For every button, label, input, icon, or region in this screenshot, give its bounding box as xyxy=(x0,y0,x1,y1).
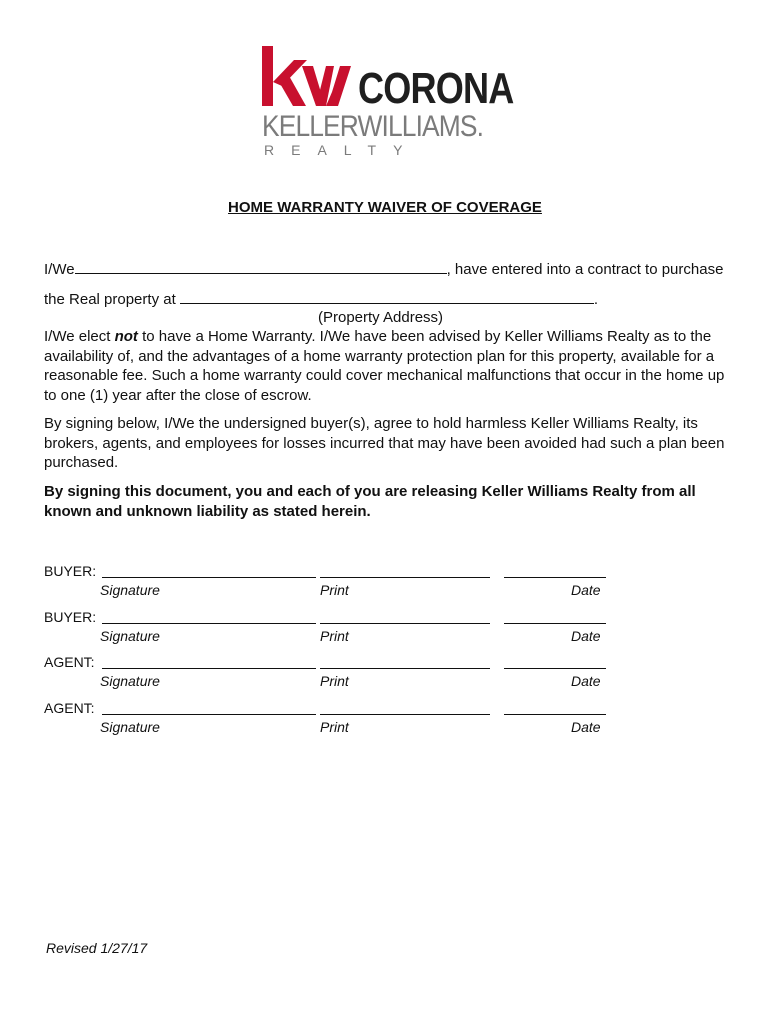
print-line[interactable] xyxy=(320,623,490,624)
logo-company-text: KELLERWILLIAMS. xyxy=(262,110,484,143)
signature-caption: Signature xyxy=(100,673,160,689)
print-caption: Print xyxy=(320,582,349,598)
signature-role: AGENT: xyxy=(44,700,95,716)
date-caption: Date xyxy=(571,582,601,598)
signature-role: AGENT: xyxy=(44,654,95,670)
property-address-blank[interactable] xyxy=(180,289,594,304)
signature-line[interactable] xyxy=(102,577,316,578)
date-caption: Date xyxy=(571,673,601,689)
iwe-label: I/We xyxy=(44,261,75,278)
signature-role: BUYER: xyxy=(44,609,97,625)
date-caption: Date xyxy=(571,719,601,735)
signature-line[interactable] xyxy=(102,623,316,624)
paragraph1-before: I/We elect xyxy=(44,328,115,345)
property-address-line xyxy=(44,289,598,308)
keller-williams-logo xyxy=(258,44,520,164)
print-line[interactable] xyxy=(320,714,490,715)
logo-brand-text: CORONA xyxy=(358,64,514,113)
kw-logo-mark xyxy=(258,44,356,108)
paragraph1-emphasis: not xyxy=(114,328,138,345)
date-caption: Date xyxy=(571,628,601,644)
date-line[interactable] xyxy=(504,668,606,669)
property-suffix: . xyxy=(593,291,599,308)
contract-text: , have entered into a contract to purchase xyxy=(446,261,724,278)
property-address-caption: (Property Address) xyxy=(318,309,444,326)
signature-caption: Signature xyxy=(100,628,160,644)
date-line[interactable] xyxy=(504,714,606,715)
print-line[interactable] xyxy=(320,668,490,669)
property-prefix: the Real property at xyxy=(44,291,176,308)
paragraph1-after: to have a Home Warranty. I/We have been advised by Keller Williams Realty as to the availability of, and the advantages of a home warranty protection plan for this property, available for a reasonable fee. Such a home warranty could cover mechanical malfunctions that occur in the home up to one (1) year after the close of escrow. xyxy=(44,328,725,404)
signature-line[interactable] xyxy=(102,714,316,715)
print-caption: Print xyxy=(320,628,349,644)
date-line[interactable] xyxy=(504,577,606,578)
buyer-name-blank[interactable] xyxy=(75,259,447,274)
signature-caption: Signature xyxy=(100,719,160,735)
waiver-paragraph xyxy=(44,327,734,405)
signature-role: BUYER: xyxy=(44,563,97,579)
buyer-name-line xyxy=(44,259,723,278)
revision-date: Revised 1/27/17 xyxy=(46,940,148,956)
print-caption: Print xyxy=(320,673,349,689)
release-paragraph: By signing this document, you and each of you are releasing Keller Williams Realty from all known and unknown liability as stated herein. xyxy=(44,483,696,520)
date-line[interactable] xyxy=(504,623,606,624)
logo-realty-text: REALTY xyxy=(264,142,420,158)
signature-caption: Signature xyxy=(100,582,160,598)
print-caption: Print xyxy=(320,719,349,735)
signature-line[interactable] xyxy=(102,668,316,669)
hold-harmless-paragraph: By signing below, I/We the undersigned buyer(s), agree to hold harmless Keller Williams Realty, its brokers, agents, and employees for losses incurred that may have been avoided had such a plan been purchased. xyxy=(44,415,725,471)
print-line[interactable] xyxy=(320,577,490,578)
document-title: HOME WARRANTY WAIVER OF COVERAGE xyxy=(228,199,542,216)
